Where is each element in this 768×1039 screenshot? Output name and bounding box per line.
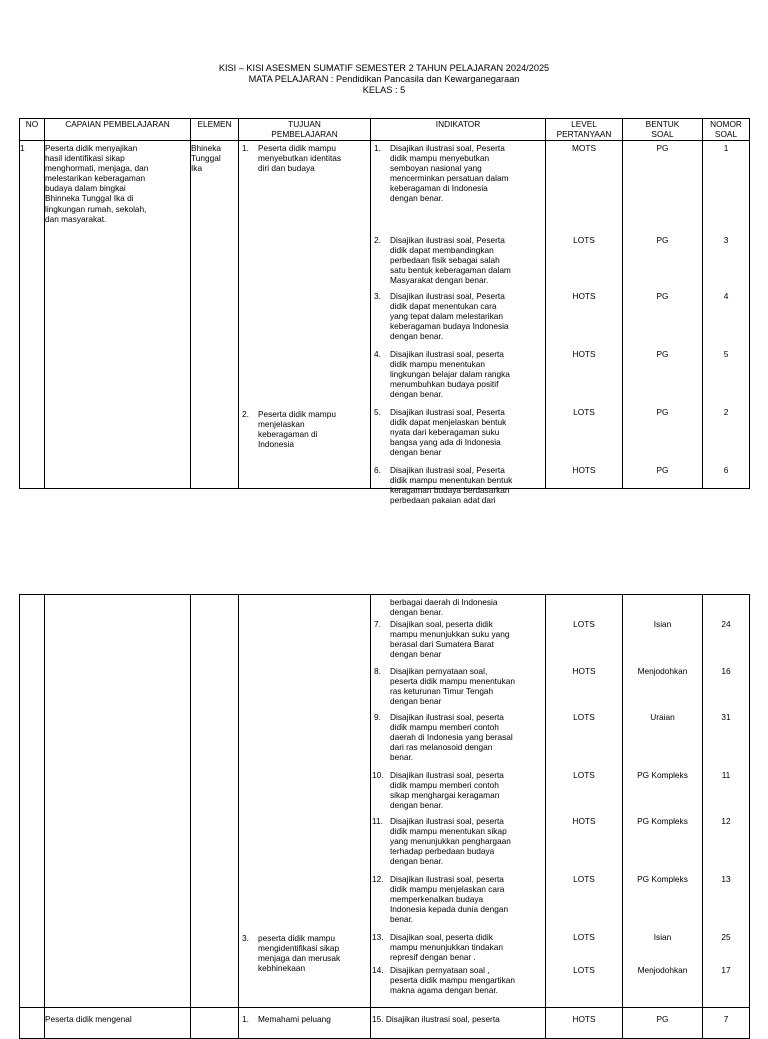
cell-bentuk: PG <box>623 1008 703 1039</box>
col-header-no: NO <box>20 119 45 141</box>
table-row <box>20 1008 750 1039</box>
col-header-capaian: CAPAIAN PEMBELAJARAN <box>45 119 191 141</box>
cell-nomor: 7 <box>703 1008 750 1039</box>
cell-indikator: berbagai daerah di Indonesia dengan benar. 7. Disajikan soal, peserta didik mampu menunjukkan suku yang berasal dari Sumatera Barat dengan benar 8. Disajikan pernyataan soal, peserta didik mampu menentukan ras keturunan Timur Tengah dengan benar 9. Disajikan ilustrasi soal, peserta didik mampu memberi contoh daerah di Indonesia yang berasal dari ras melanosoid dengan benar. 10. Disajikan ilustrasi soal, peserta didik mampu memberi contoh sikap menghargai keragaman dengan benar. 11. Disajikan ilustrasi soal, peserta didik mampu menentukan sikap yang menunjukkan penghargaan terhadap perbedaan budaya dengan benar. 12. Disajikan ilustrasi soal, peserta didik mampu menjelaskan cara memperkenalkan budaya Indonesia kepada dunia dengan benar. 13. Disajikan soal, peserta didik mampu menunjukkan tindakan represif dengan benar . 14. Disajikan pernyataan soal , peserta didik mampu mengartikan makna agama dengan benar. <box>371 595 546 1008</box>
cell-bentuk: Isian Menjodohkan Uraian PG Kompleks PG Kompleks PG Kompleks Isian Menjodohkan <box>623 595 703 1008</box>
cell-nomor: 24 16 31 11 12 13 25 17 <box>703 595 750 1008</box>
cell-capaian <box>45 595 191 1008</box>
cell-indikator: 15. Disajikan ilustrasi soal, peserta <box>371 1008 546 1039</box>
table-header-row <box>20 119 750 141</box>
cell-elemen: Bhineka Tunggal Ika <box>191 141 239 489</box>
cell-level: MOTS LOTS HOTS HOTS LOTS HOTS <box>546 141 623 489</box>
cell-tujuan: 1. Peserta didik mampu menyebutkan identitas diri dan budaya 2. Peserta didik mampu menjelaskan keberagaman di Indonesia <box>239 141 371 489</box>
cell-level: HOTS <box>546 1008 623 1039</box>
cell-capaian: Peserta didik menyajikan hasil identifikasi sikap menghormati, menjaga, dan melestarikan keberagaman budaya dalam bingkai Bhinneka Tunggal Ika di lingkungan rumah, sekolah, dan masyarakat. <box>45 141 191 489</box>
cell-no <box>20 1008 45 1039</box>
cell-bentuk: PG PG PG PG PG PG <box>623 141 703 489</box>
cell-no <box>20 595 45 1008</box>
col-header-nomor: NOMOR SOAL <box>703 119 750 141</box>
col-header-elemen: ELEMEN <box>191 119 239 141</box>
document-subject: MATA PELAJARAN : Pendidikan Pancasila dan Kewarganegaraan <box>248 74 520 84</box>
col-header-tujuan: TUJUAN PEMBELAJARAN <box>239 119 371 141</box>
cell-level: LOTS HOTS LOTS LOTS HOTS LOTS LOTS LOTS <box>546 595 623 1008</box>
col-header-bentuk: BENTUK SOAL <box>623 119 703 141</box>
col-header-level: LEVEL PERTANYAAN <box>546 119 623 141</box>
cell-indikator: 1. Disajikan ilustrasi soal, Peserta didik mampu menyebutkan semboyan nasional yang mencerminkan persatuan dalam keberagaman di Indonesia dengan benar. 2. Disajikan ilustrasi soal, Peserta didik dapat membandingkan perbedaan fisik sebagai salah satu bentuk keberagaman dalam Masyarakat dengan benar. 3. Disajikan ilustrasi soal, Peserta didik dapat menentukan cara yang tepat dalam melestarikan keberagaman budaya Indonesia dengan benar. 4. Disajikan ilustrasi soal, peserta didik mampu menentukan lingkungan belajar dalam rangka menumbuhkan budaya positif dengan benar. 5. Disajikan ilustrasi soal, Peserta didik dapat menjelaskan bentuk nyata dari keberagaman suku bangsa yang ada di Indonesia dengan benar 6. Disajikan ilustrasi soal, Peserta didik mampu menentukan bentuk keragaman budaya berdasarkan perbedaan pakaian adat dari <box>371 141 546 489</box>
cell-tujuan: 1. Memahami peluang <box>239 1008 371 1039</box>
cell-elemen <box>191 1008 239 1039</box>
cell-capaian: Peserta didik mengenal <box>45 1008 191 1039</box>
table-row <box>20 141 750 489</box>
kisi-table-page-2 <box>19 594 750 1039</box>
col-header-indikator: INDIKATOR <box>371 119 546 141</box>
cell-nomor: 1 3 4 5 2 6 <box>703 141 750 489</box>
table-row <box>20 595 750 1008</box>
cell-elemen <box>191 595 239 1008</box>
cell-tujuan: 3. peserta didik mampu mengidentifikasi sikap menjaga dan merusak kebhinekaan <box>239 595 371 1008</box>
document-class: KELAS : 5 <box>362 85 406 95</box>
kisi-table-page-1 <box>19 118 750 506</box>
cell-no: 1 <box>20 141 45 489</box>
document-title: KISI – KISI ASESMEN SUMATIF SEMESTER 2 TAHUN PELAJARAN 2024/2025 <box>218 63 550 73</box>
